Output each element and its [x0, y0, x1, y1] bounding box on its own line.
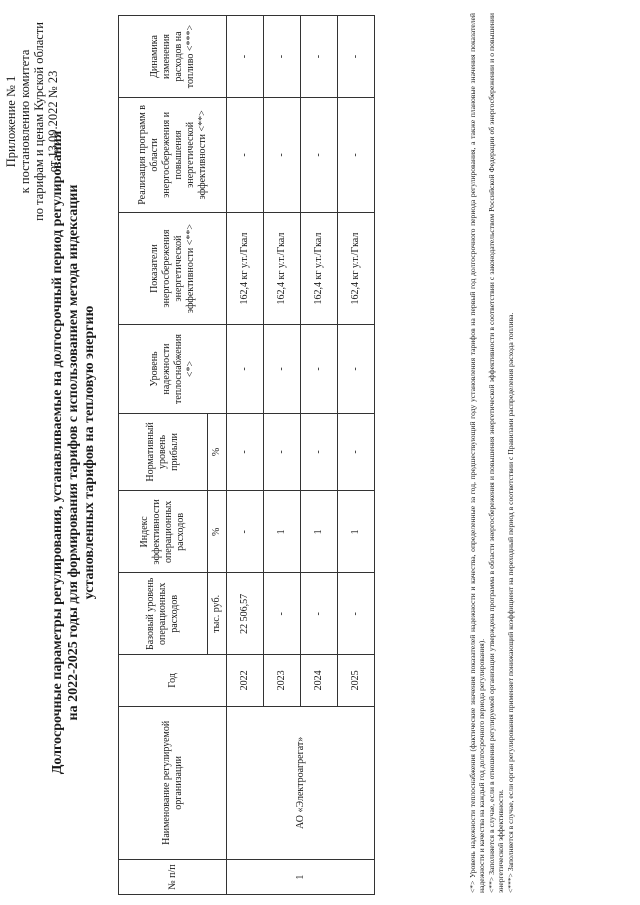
cell-reliability: - — [301, 325, 338, 413]
cell-reliability: - — [264, 325, 301, 413]
cell-index: - — [227, 491, 264, 573]
org-name: АО «Электроагрегат» — [227, 706, 375, 860]
cell-year: 2023 — [264, 655, 301, 706]
cell-base: - — [338, 573, 375, 655]
annex-line: по тарифам и ценам Курской области — [32, 22, 46, 221]
cell-energy: 162,4 кг у.т./Гкал — [264, 212, 301, 325]
header-org: Наименование регулируемой организации — [119, 706, 227, 860]
header-reliability: Уровень надежности теплоснабжения <*> — [119, 325, 227, 413]
cell-profit: - — [227, 413, 264, 491]
annex-line: к постановлению комитета — [18, 49, 32, 194]
cell-energy: 162,4 кг у.т./Гкал — [301, 212, 338, 325]
cell-profit: - — [338, 413, 375, 491]
footnote: <***> Заполняется в случае, если орган регулирования применяет понижающий коэффициент на переходный период в соответствии с Правилами распределения расхода топлива. — [505, 312, 515, 893]
header-energy: Показатели энергосбережения энергетической эффективности <**> — [119, 212, 227, 325]
cell-fuel: - — [338, 16, 375, 98]
cell-year: 2025 — [338, 655, 375, 706]
cell-profit: - — [301, 413, 338, 491]
header-fuel: Динамика изменения расходов на топливо <***> — [119, 16, 227, 98]
header-program: Реализация программ в области энергосбережения и повышения энергетической эффективности <**> — [119, 98, 227, 213]
footnote: <*> Уровень надежности теплоснабжения (фактические значения показателей надежности и качества, определенные за год, предшествующий году установления тарифов на первый год долгосрочного периода регулирования, а также плановые значения показателей надежности и качества на каждый год долгосрочного периода регулирования). — [468, 13, 487, 893]
footnote: <**> Заполняется в случае, если в отношении регулируемой организации утверждена программа в области энергосбережения и повышения энергетической эффективности в соответствии с законодательством Российской Федерации об энергосбережении и о повышении энергетической эффективности. — [486, 13, 506, 893]
cell-fuel: - — [227, 16, 264, 98]
cell-base: - — [264, 573, 301, 655]
header-base: Базовый уровень операционных расходов — [119, 573, 208, 655]
table-row — [227, 16, 264, 895]
cell-reliability: - — [227, 325, 264, 413]
org-num: 1 — [227, 860, 375, 895]
cell-program: - — [264, 98, 301, 213]
unit-profit: % — [208, 413, 227, 491]
cell-fuel: - — [301, 16, 338, 98]
table-header-row — [119, 16, 208, 895]
unit-index: % — [208, 491, 227, 573]
cell-reliability: - — [338, 325, 375, 413]
annex-line: от 13.09.2022 № 23 — [46, 70, 60, 173]
annex-line: Приложение № 1 — [4, 75, 18, 168]
cell-program: - — [338, 98, 375, 213]
cell-program: - — [227, 98, 264, 213]
parameters-table — [118, 15, 375, 895]
document-title — [50, 0, 98, 905]
cell-year: 2024 — [301, 655, 338, 706]
title-line: установленных тарифов на тепловую энергию — [82, 305, 97, 600]
footnotes — [468, 13, 515, 893]
cell-base: 22 506,57 — [227, 573, 264, 655]
header-num: № п/п — [119, 860, 227, 895]
cell-program: - — [301, 98, 338, 213]
title-line: на 2022-2025 годы для формирования тарифов с использованием метода индексации — [66, 184, 81, 721]
header-profit: Нормативный уровень прибыли — [119, 413, 208, 491]
cell-year: 2022 — [227, 655, 264, 706]
cell-index: 1 — [301, 491, 338, 573]
title-line: Долгосрочные параметры регулирования, устанавливаемые на долгосрочный период регулирования — [50, 130, 65, 775]
cell-energy: 162,4 кг у.т./Гкал — [227, 212, 264, 325]
cell-index: 1 — [264, 491, 301, 573]
cell-fuel: - — [264, 16, 301, 98]
unit-base: тыс. руб. — [208, 573, 227, 655]
cell-base: - — [301, 573, 338, 655]
cell-index: 1 — [338, 491, 375, 573]
header-year: Год — [119, 655, 227, 706]
cell-profit: - — [264, 413, 301, 491]
cell-energy: 162,4 кг у.т./Гкал — [338, 212, 375, 325]
header-index: Индекс эффективности операционных расходов — [119, 491, 208, 573]
